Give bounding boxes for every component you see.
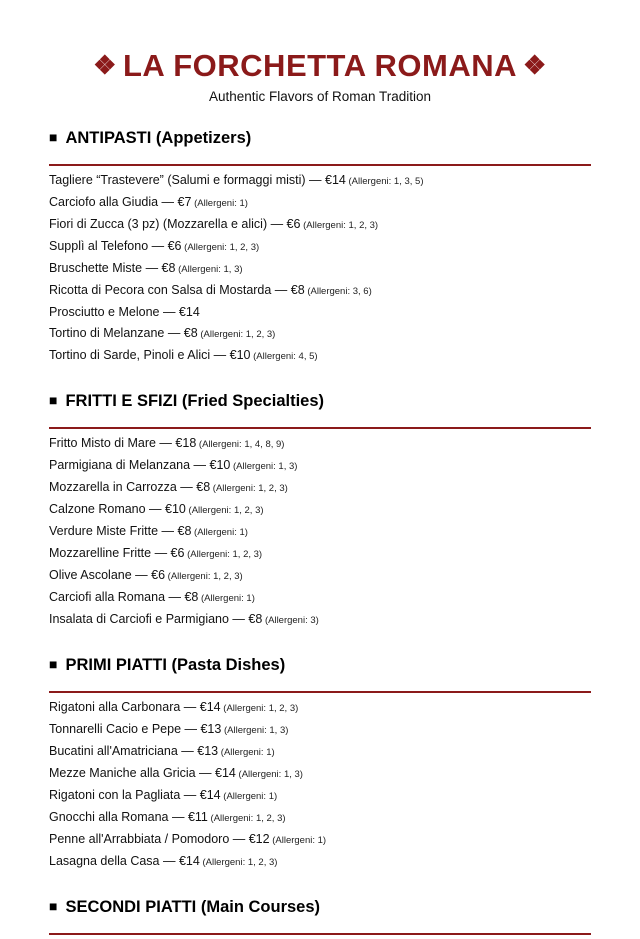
section-heading-text: SECONDI PIATTI (Main Courses)	[65, 897, 321, 916]
menu-item	[49, 697, 591, 719]
section-items	[49, 166, 591, 367]
menu-item-allergens: (Allergeni: 1)	[269, 834, 327, 846]
menu-item	[49, 807, 591, 829]
menu-item-main: Lasagna della Casa — €14	[49, 853, 200, 868]
section-bullet-icon: ■	[49, 655, 58, 672]
menu-item-allergens: (Allergeni: 1, 2, 3)	[185, 504, 264, 516]
diamond-ornament-icon: ❖	[523, 50, 547, 80]
menu-item	[49, 455, 591, 477]
menu-item	[49, 785, 591, 807]
menu-item-main: Mezze Maniche alla Gricia — €14	[49, 765, 236, 780]
menu-item-allergens: (Allergeni: 1, 2, 3)	[199, 856, 278, 868]
section-heading	[49, 897, 591, 917]
section-heading-text: ANTIPASTI (Appetizers)	[65, 128, 252, 147]
menu-item-main: Insalata di Carciofi e Parmigiano — €8	[49, 611, 263, 626]
menu-item	[49, 521, 591, 543]
menu-item-allergens: (Allergeni: 1, 4, 8, 9)	[196, 438, 285, 450]
menu-item-allergens: (Allergeni: 1)	[198, 592, 255, 604]
menu-item	[49, 302, 591, 323]
menu-item	[49, 170, 591, 192]
section-items	[49, 693, 591, 873]
menu-item-main: Fritto Misto di Mare — €18	[49, 435, 197, 450]
menu-item-allergens: (Allergeni: 1, 2, 3)	[300, 219, 379, 231]
menu-item	[49, 609, 591, 631]
menu-item-main: Calzone Romano — €10	[49, 501, 186, 516]
menu-item	[49, 477, 591, 499]
menu-item	[49, 543, 591, 565]
menu-item-main: Tagliere “Trastevere” (Salumi e formaggi misti) — €14	[49, 172, 346, 187]
diamond-ornament-icon: ❖	[93, 50, 117, 80]
menu-section	[49, 128, 591, 367]
menu-item	[49, 258, 591, 280]
menu-item	[49, 829, 591, 851]
menu-item-main: Mozzarelline Fritte — €6	[49, 545, 185, 560]
section-heading	[49, 391, 591, 411]
section-heading	[49, 655, 591, 675]
section-heading	[49, 128, 591, 148]
menu-item-main: Tonnarelli Cacio e Pepe — €13	[49, 721, 222, 736]
menu-item-main: Olive Ascolane — €6	[49, 567, 166, 582]
section-items	[49, 429, 591, 631]
menu-item-main: Fiori di Zucca (3 pz) (Mozzarella e alici) — €6	[49, 216, 301, 231]
section-bullet-icon: ■	[49, 391, 58, 408]
menu-item	[49, 763, 591, 785]
menu-item	[49, 719, 591, 741]
menu-item-main: Mozzarella in Carrozza — €8	[49, 479, 211, 494]
menu-item	[49, 214, 591, 236]
menu-item-allergens: (Allergeni: 1)	[218, 746, 275, 758]
menu-item-allergens: (Allergeni: 4, 5)	[250, 350, 318, 362]
menu-section	[49, 897, 591, 939]
menu-item	[49, 851, 591, 873]
subtitle: Authentic Flavors of Roman Tradition	[208, 88, 432, 104]
menu-item-allergens: (Allergeni: 3)	[262, 614, 319, 626]
section-heading-text: PRIMI PIATTI (Pasta Dishes)	[65, 655, 286, 674]
menu-item	[49, 433, 591, 455]
menu-item-allergens: (Allergeni: 1, 3)	[235, 768, 303, 780]
menu-item-main: Penne all'Arrabbiata / Pomodoro — €12	[49, 831, 270, 846]
menu-item-allergens: (Allergeni: 1, 2, 3)	[210, 482, 288, 494]
section-heading-text: FRITTI E SFIZI (Fried Specialties)	[65, 391, 325, 410]
menu-item-allergens: (Allergeni: 1, 2, 3)	[207, 812, 286, 824]
menu-item-main: Rigatoni con la Pagliata — €14	[49, 787, 221, 802]
menu-item-allergens: (Allergeni: 1, 3)	[175, 263, 243, 275]
menu-item	[49, 192, 591, 214]
restaurant-title-text: LA FORCHETTA ROMANA	[122, 48, 518, 83]
menu-item	[49, 565, 591, 587]
menu-item-allergens: (Allergeni: 1, 2, 3)	[197, 328, 276, 340]
menu-item	[49, 345, 591, 367]
menu-item	[49, 236, 591, 258]
menu-item-main: Carciofo alla Giudia — €7	[49, 194, 192, 209]
menu-item-allergens: (Allergeni: 1, 2, 3)	[184, 548, 263, 560]
menu-item-main: Carciofi alla Romana — €8	[49, 589, 199, 604]
menu-item-main: Parmigiana di Melanzana — €10	[49, 457, 231, 472]
section-bullet-icon: ■	[49, 128, 58, 145]
menu-item-allergens: (Allergeni: 3, 6)	[304, 285, 372, 297]
restaurant-title	[49, 48, 591, 84]
menu-item-allergens: (Allergeni: 1, 2, 3)	[165, 570, 243, 582]
menu-item-allergens: (Allergeni: 1, 2, 3)	[220, 702, 299, 714]
menu-item-allergens: (Allergeni: 1)	[191, 526, 248, 538]
menu-item-allergens: (Allergeni: 1, 3)	[221, 724, 289, 736]
menu-item-allergens: (Allergeni: 1)	[191, 197, 248, 209]
menu-item-main: Supplì al Telefono — €6	[49, 238, 182, 253]
menu-item-main: Tortino di Sarde, Pinoli e Alici — €10	[49, 347, 251, 362]
menu-sections	[49, 128, 591, 939]
section-items	[49, 935, 591, 939]
menu-item-main: Rigatoni alla Carbonara — €14	[49, 699, 221, 714]
menu-item-main: Bruschette Miste — €8	[49, 260, 176, 275]
menu-item-allergens: (Allergeni: 1, 3)	[230, 460, 298, 472]
menu-item-allergens: (Allergeni: 1)	[220, 790, 278, 802]
menu-item	[49, 587, 591, 609]
menu-section	[49, 391, 591, 631]
menu-item	[49, 499, 591, 521]
menu-section	[49, 655, 591, 873]
menu-item-allergens: (Allergeni: 1, 2, 3)	[181, 241, 260, 253]
menu-item-main: Bucatini all'Amatriciana — €13	[49, 743, 219, 758]
menu-item-main: Ricotta di Pecora con Salsa di Mostarda — €8	[49, 282, 305, 297]
menu-item	[49, 741, 591, 763]
menu-item-main: Prosciutto e Melone — €14	[49, 304, 200, 319]
menu-item	[49, 323, 591, 345]
section-bullet-icon: ■	[49, 897, 58, 914]
menu-item	[49, 280, 591, 302]
menu-item-main: Verdure Miste Fritte — €8	[49, 523, 192, 538]
menu-item-main: Tortino di Melanzane — €8	[49, 325, 198, 340]
menu-header	[49, 0, 591, 104]
menu-item-main: Gnocchi alla Romana — €11	[49, 809, 208, 824]
menu-item-allergens: (Allergeni: 1, 3, 5)	[345, 175, 424, 187]
